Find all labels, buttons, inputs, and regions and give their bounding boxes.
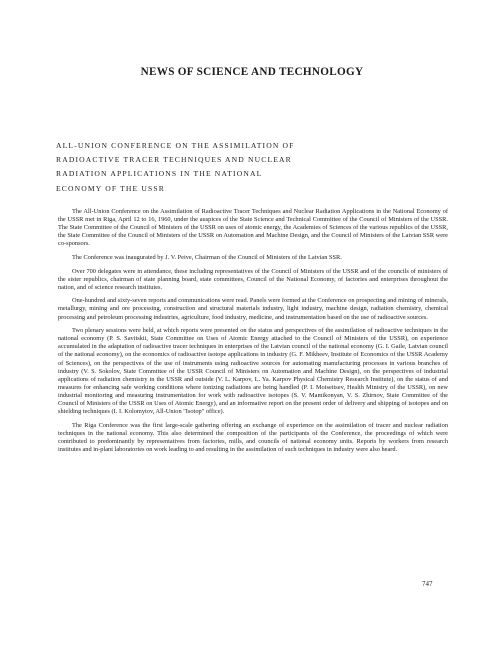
paragraph: Two plenary sessions were held, at which reports were presented on the status and perspectives of the assimilation of radioactive techniques in the national economy (P. S. Savitskii, State Committee on Uses of Atomic Energy attached to the Council of Ministers of the USSR), on experience accumulated in the adaptation of radioactive tracer techniques in enterprises of the Latvian council of the national economy (G. I. Gaile, Latvian council of the national economy), on the economics of radioactive isotope applications in industry (G. F. Mikheev, Institute of Economics of the USSR Academy of Sciences), on the perspectives of the use of instruments using radioactive sources for automating manufacturing processes in various branches of industry (V. S. Sokolov, State Committee of the USSR Council of Ministers on Automation and Machine Design), on the perspectives of industrial applications of radiation chemistry in the USSR and outside (V. L. Karpov, L. Ya. Karpov Physical Chemistry Research Institute), on the status of and measures for enhancing safe working conditions where ionizing radiations are being handled (P. I. Moiseitsev, Health Ministry of the USSR), on new industrial monitoring and measuring instrumentation for work with radioactive isotopes (S. V. Mamikonyan, V. S. Zhirnov, State Committee of the Council of Ministers of the USSR on Uses of Atomic Energy), and an informative report on the present order of delivery and shipping of isotopes and on shielding techniques (I. I. Kolomytov, All-Union "Isotop" office). bbox=[58, 327, 448, 416]
article-title bbox=[56, 139, 386, 196]
article-body bbox=[58, 208, 448, 460]
paragraph: The Riga Conference was the first large-scale gathering offering an exchange of experience on the assimilation of tracer and nuclear radiation techniques in the national economy. This also determined the composition of the participants of the Conference, the proceedings of which were contributed to predominantly by representatives from factories, mills, and councils of national economy units. Reports by workers from research institutes and in-plant laboratories on work leading to and resulting in the assimilation of such techniques in industry were also heard. bbox=[58, 421, 448, 453]
paragraph: The Conference was inaugurated by J. V. Peive, Chairman of the Council of Ministers of the Latvian SSR. bbox=[72, 253, 342, 261]
section-title: NEWS OF SCIENCE AND TECHNOLOGY bbox=[140, 66, 364, 78]
article-title-line: RADIOACTIVE TRACER TECHNIQUES AND NUCLEAR bbox=[56, 155, 292, 165]
paragraph: The All-Union Conference on the Assimilation of Radioactive Tracer Techniques and Nuclear Radiation Applications in the National Economy of the USSR met in Riga, April 12 to 16, 1960, under the auspices of the State Science and Technical Committee of the Council of Ministers of the USSR. The State Committee of the Council of Ministers of the USSR on uses of atomic energy, the Academies of Sciences of the various republics of the USSR, the State Committee of the Council of Ministers of the USSR on Automation and Machine Design, and the Council of Ministers of the Latvian SSR were co-sponsors. bbox=[58, 208, 448, 248]
paragraph: One-hundred and sixty-seven reports and communications were read. Panels were formed at the Conference on prospecting and mining of minerals, metallurgy, mining and ore processing, construction and structural materials industry, light industry, machine design, radiation chemistry, chemical processing and petroleum processing industries, agriculture, food industry, medicine, and instrumentation based on the use of radioactive sources. bbox=[58, 297, 448, 321]
article-title-line: ALL-UNION CONFERENCE ON THE ASSIMILATION OF bbox=[56, 141, 295, 150]
article-title-line: RADIATION APPLICATIONS IN THE NATIONAL bbox=[56, 169, 263, 179]
page-number: 747 bbox=[422, 580, 433, 588]
paragraph: Over 700 delegates were in attendance, these including representatives of the Council of Ministers of the USSR and of the councils of ministers of the sister republics, chairman of state planning board, state committees, Council of the National Economy, of factories and enterprises throughout the nation, and of science research institutes. bbox=[58, 267, 448, 291]
article-title-line: ECONOMY OF THE USSR bbox=[56, 183, 165, 193]
